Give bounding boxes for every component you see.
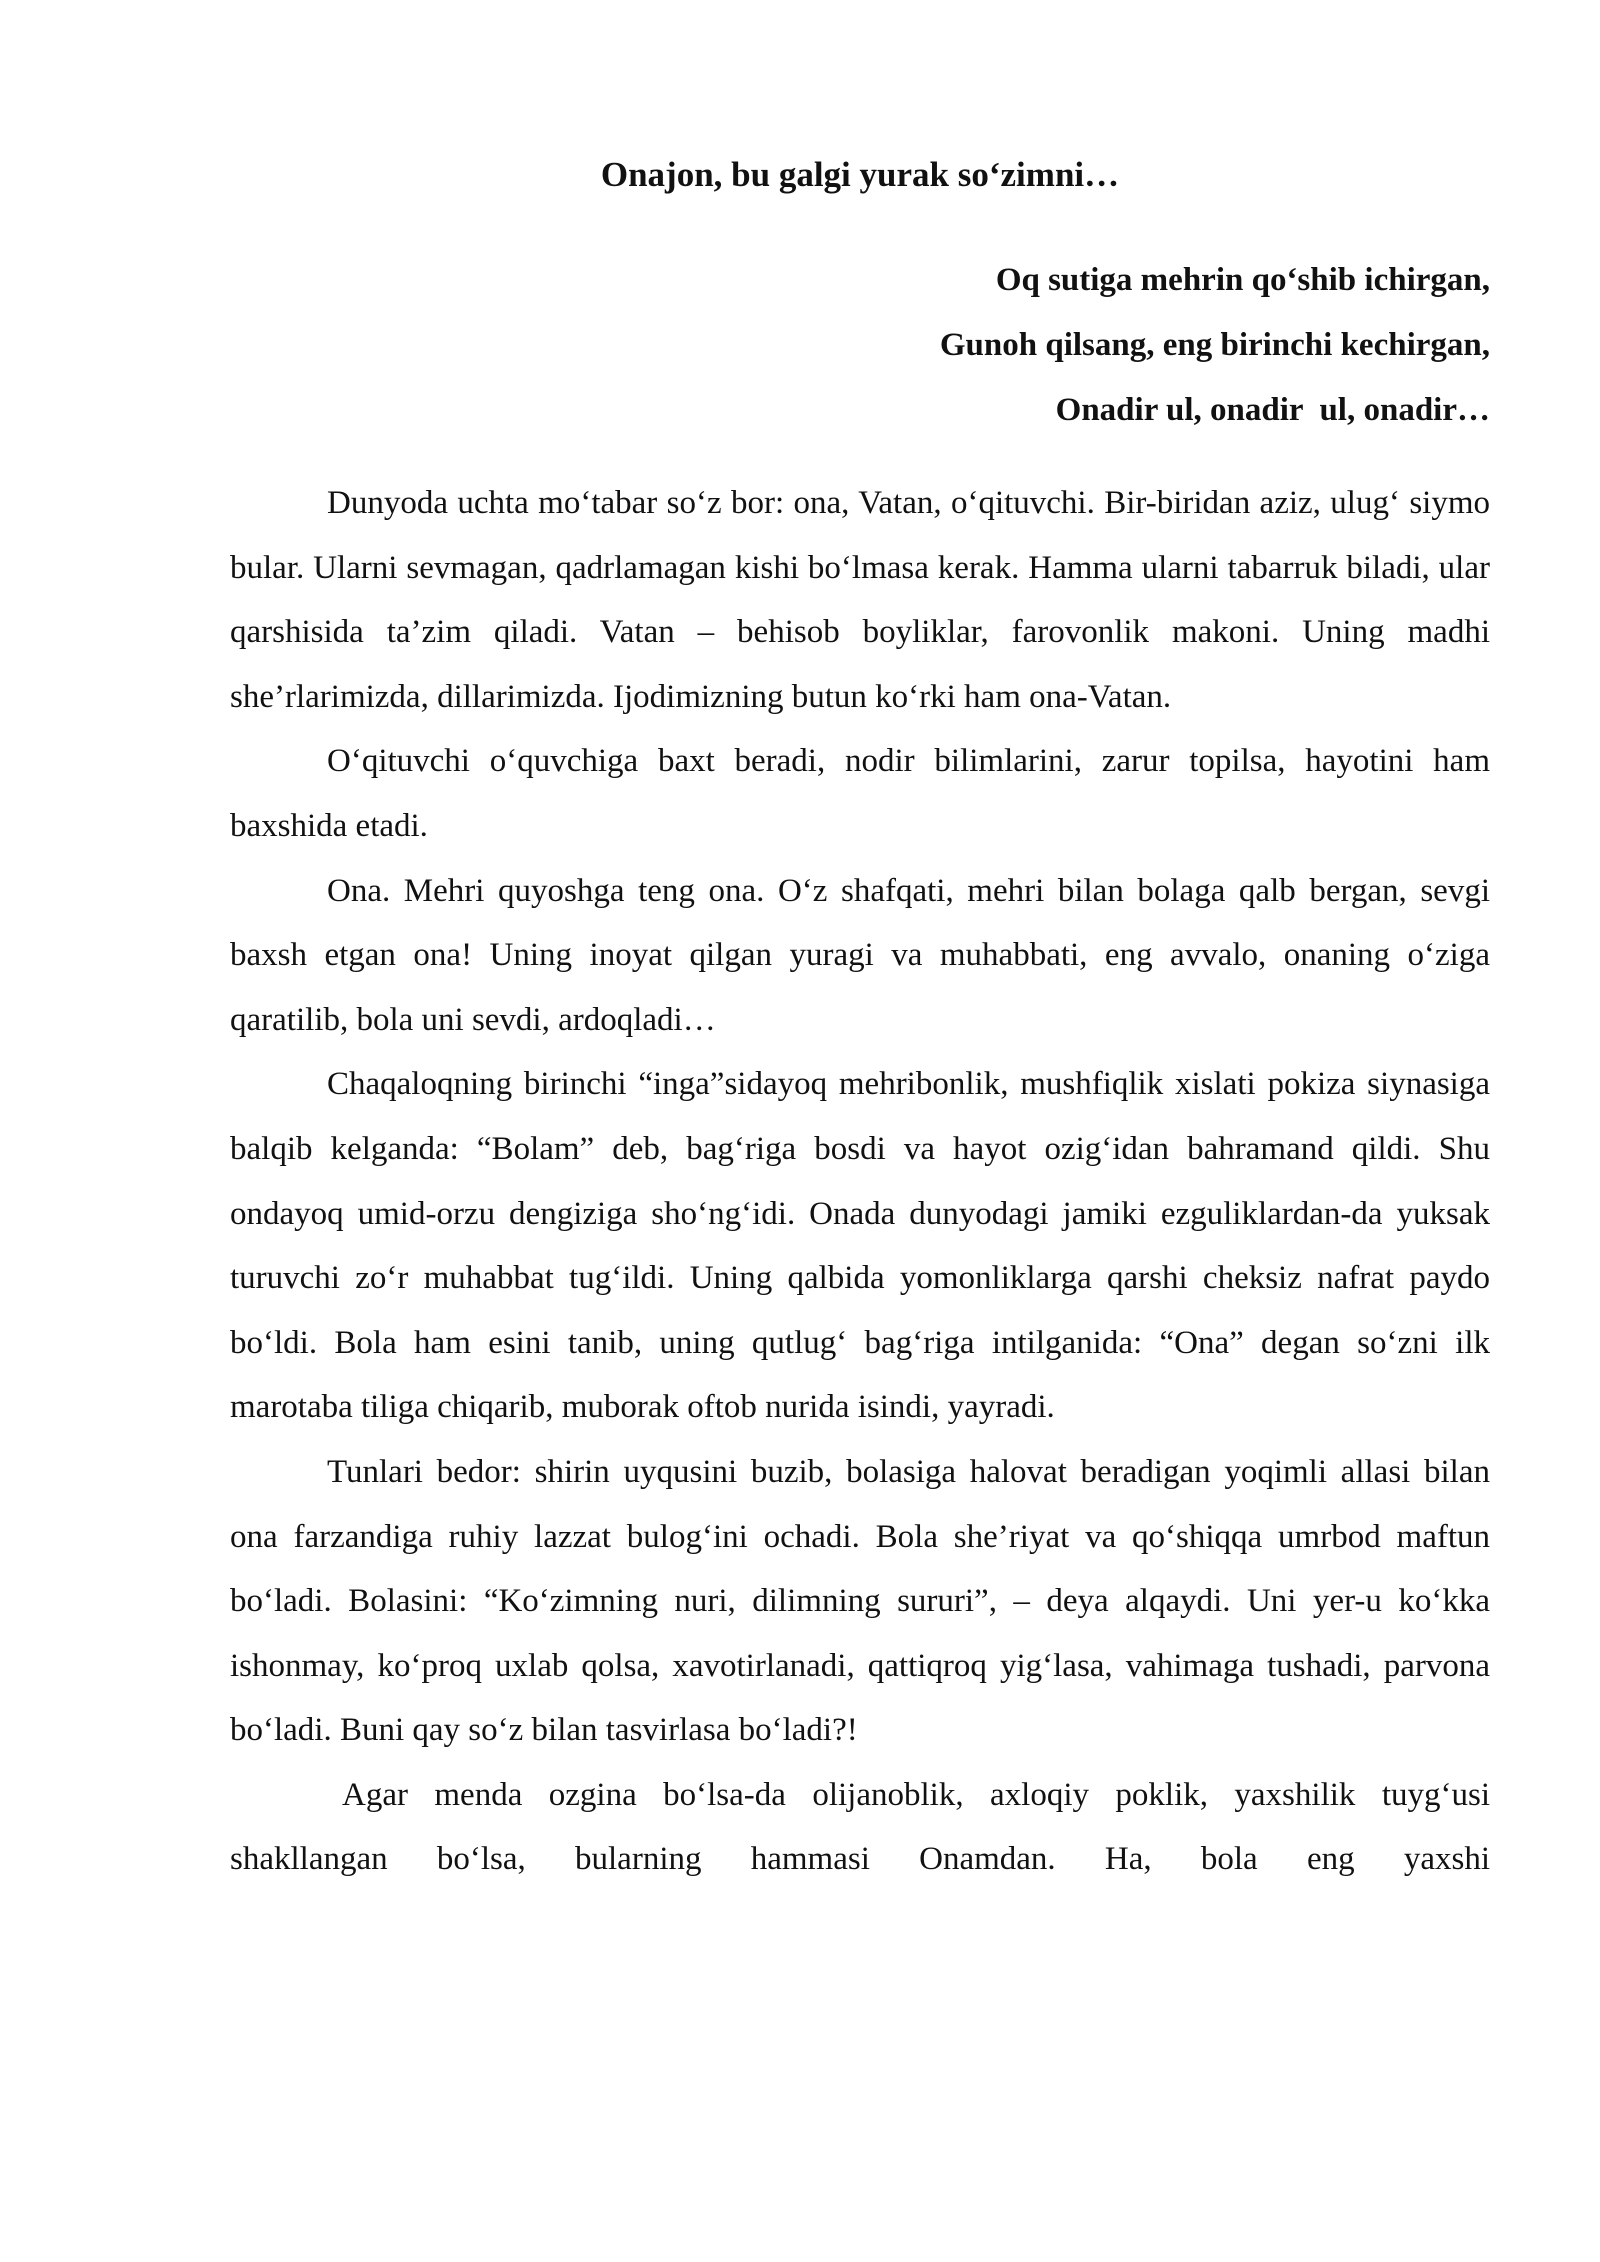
page-title: Onajon, bu galgi yurak so‘zimni… bbox=[600, 155, 1120, 194]
epigraph-line: Gunoh qilsang, eng birinchi kechirgan, bbox=[939, 327, 1490, 363]
paragraph: Chaqaloqning birinchi “inga”sidayoq mehribonlik, mushfiqlik xislati pokiza siynasiga balqib kelganda: “Bolam” deb, bag‘riga bosdi va hayot ozig‘idan bahramand qildi. Shu ondayoq umid-orzu dengiziga sho‘ng‘idi. Onada dunyodagi jamiki ezguliklardan-da yuksak turuvchi zo‘r muhabbat tug‘ildi. Uning qalbida yomonliklarga qarshi cheksiz nafrat paydo bo‘ldi. Bola ham esini tanib, uning qutlug‘ bag‘riga intilganida: “Ona” degan so‘zni ilk marotaba tiliga chiqarib, muborak oftob nurida isindi, yayradi. bbox=[230, 1066, 1490, 1426]
epigraph bbox=[590, 248, 1490, 443]
epigraph-line: Onadir ul, onadir ul, onadir… bbox=[1055, 392, 1490, 428]
paragraph: Agar menda ozgina bo‘lsa-da olijanoblik, axloqiy poklik, yaxshilik tuyg‘usi shakllangan bo‘lsa, bularning hammasi Onamdan. Ha, bola eng yaxshi bbox=[230, 1776, 1490, 1878]
body-text bbox=[230, 471, 1490, 1892]
paragraph: Ona. Mehri quyoshga teng ona. O‘z shafqati, mehri bilan bolaga qalb bergan, sevgi baxsh etgan ona! Uning inoyat qilgan yuragi va muhabbati, eng avvalo, onaning o‘ziga qaratilib, bola uni sevdi, ardoqladi… bbox=[230, 872, 1490, 1038]
paragraph: O‘qituvchi o‘quvchiga baxt beradi, nodir bilimlarini, zarur topilsa, hayotini ham baxshida etadi. bbox=[230, 743, 1490, 844]
epigraph-line: Oq sutiga mehrin qo‘shib ichirgan, bbox=[995, 262, 1490, 298]
paragraph: Dunyoda uchta mo‘tabar so‘z bor: ona, Vatan, o‘qituvchi. Bir-biridan aziz, ulug‘ siymo bular. Ularni sevmagan, qadrlamagan kishi bo‘lmasa kerak. Hamma ularni tabarruk biladi, ular qarshisida ta’zim qiladi. Vatan – behisob boyliklar, farovonlik makoni. Uning madhi she’rlarimizda, dillarimizda. Ijodimizning butun ko‘rki ham ona-Vatan. bbox=[230, 485, 1490, 715]
paragraph: Tunlari bedor: shirin uyqusini buzib, bolasiga halovat beradigan yoqimli allasi bilan ona farzandiga ruhiy lazzat bulog‘ini ochadi. Bola she’riyat va qo‘shiqqa umrbod maftun bo‘ladi. Bolasini: “Ko‘zimning nuri, dilimning sururi”, – deya alqaydi. Uni yer-u ko‘kka ishonmay, ko‘proq uxlab qolsa, xavotirlanadi, qattiqroq yig‘lasa, vahimaga tushadi, parvona bo‘ladi. Buni qay so‘z bilan tasvirlasa bo‘ladi?! bbox=[230, 1453, 1490, 1749]
